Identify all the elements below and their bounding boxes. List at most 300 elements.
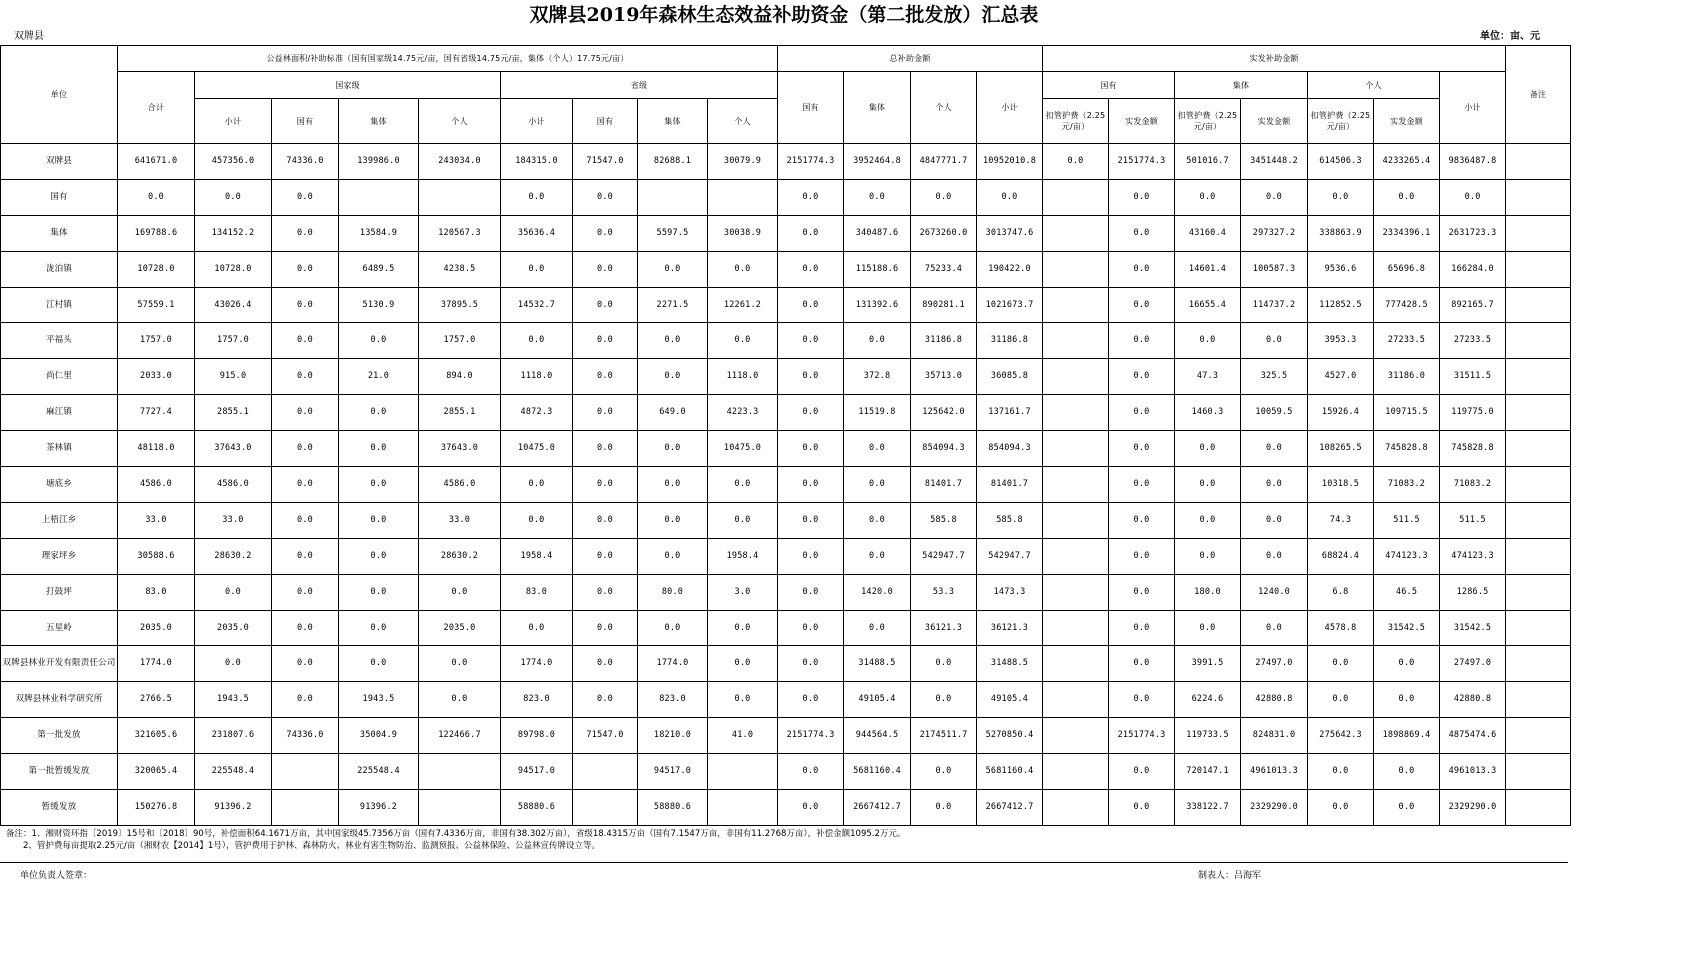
table-cell: 0.0 [339, 538, 419, 574]
table-cell: 114737.2 [1241, 287, 1308, 323]
subsidy-table [0, 45, 1571, 826]
table-cell: 511.5 [1440, 502, 1506, 538]
table-cell: 37643.0 [419, 431, 501, 467]
table-cell: 0.0 [1109, 179, 1175, 215]
table-cell: 542947.7 [977, 538, 1043, 574]
row-unit-name: 麻江镇 [1, 395, 118, 431]
table-cell: 3953.3 [1308, 323, 1374, 359]
table-row [1, 251, 1571, 287]
table-cell: 119775.0 [1440, 395, 1506, 431]
header-actual-collective: 集体 [1175, 72, 1308, 99]
table-row [1, 610, 1571, 646]
table-cell: 1774.0 [638, 646, 708, 682]
table-cell: 0.0 [638, 502, 708, 538]
table-cell: 58880.6 [638, 790, 708, 826]
table-cell: 37643.0 [195, 431, 272, 467]
table-cell: 0.0 [1241, 431, 1308, 467]
table-cell: 4586.0 [118, 467, 195, 503]
row-unit-name: 第一批发放 [1, 718, 118, 754]
table-cell: 2033.0 [118, 359, 195, 395]
table-cell: 0.0 [1175, 467, 1241, 503]
table-cell: 31186.8 [977, 323, 1043, 359]
table-cell: 0.0 [573, 646, 638, 682]
table-cell: 80.0 [638, 574, 708, 610]
table-cell: 2035.0 [118, 610, 195, 646]
table-cell: 35713.0 [911, 359, 977, 395]
table-cell: 89798.0 [501, 718, 573, 754]
table-cell: 30588.6 [118, 538, 195, 574]
table-cell: 28630.2 [419, 538, 501, 574]
table-cell [1506, 538, 1571, 574]
table-cell: 823.0 [638, 682, 708, 718]
table-cell [1043, 287, 1109, 323]
table-cell: 0.0 [911, 754, 977, 790]
table-cell: 9836487.8 [1440, 144, 1506, 180]
table-cell: 11519.8 [844, 395, 911, 431]
table-cell: 27233.5 [1440, 323, 1506, 359]
table-cell: 0.0 [778, 790, 844, 826]
table-cell: 0.0 [911, 646, 977, 682]
table-cell: 12261.2 [708, 287, 778, 323]
table-cell: 0.0 [573, 251, 638, 287]
table-cell: 0.0 [638, 431, 708, 467]
table-cell: 1757.0 [195, 323, 272, 359]
table-cell: 649.0 [638, 395, 708, 431]
table-cell: 28630.2 [195, 538, 272, 574]
table-cell: 2174511.7 [911, 718, 977, 754]
table-cell: 0.0 [844, 502, 911, 538]
table-cell: 854094.3 [977, 431, 1043, 467]
table-cell: 0.0 [638, 610, 708, 646]
table-cell [1043, 323, 1109, 359]
table-row [1, 431, 1571, 467]
header-total-subsidy: 总补助金额 [778, 46, 1043, 72]
table-cell: 125642.0 [911, 395, 977, 431]
table-cell: 131392.6 [844, 287, 911, 323]
table-cell: 501016.7 [1175, 144, 1241, 180]
table-cell: 0.0 [501, 610, 573, 646]
row-unit-name: 平福头 [1, 323, 118, 359]
table-cell: 0.0 [272, 323, 339, 359]
table-cell [1043, 718, 1109, 754]
table-cell: 10318.5 [1308, 467, 1374, 503]
footer-divider [0, 862, 1568, 863]
row-unit-name: 泷泊镇 [1, 251, 118, 287]
table-cell: 0.0 [272, 467, 339, 503]
table-cell [708, 754, 778, 790]
table-cell: 321605.6 [118, 718, 195, 754]
table-cell: 41.0 [708, 718, 778, 754]
table-cell: 4527.0 [1308, 359, 1374, 395]
table-cell [1506, 682, 1571, 718]
table-cell: 0.0 [1175, 610, 1241, 646]
table-cell: 0.0 [272, 359, 339, 395]
header-national: 国家级 [195, 72, 501, 99]
table-cell: 1943.5 [339, 682, 419, 718]
table-cell: 169788.6 [118, 215, 195, 251]
table-cell [339, 179, 419, 215]
table-cell [1506, 215, 1571, 251]
table-cell: 0.0 [573, 574, 638, 610]
table-cell: 0.0 [1109, 646, 1175, 682]
table-cell: 0.0 [1308, 754, 1374, 790]
table-cell: 94517.0 [501, 754, 573, 790]
table-cell [1506, 144, 1571, 180]
table-cell: 325.5 [1241, 359, 1308, 395]
page-title: 双牌县2019年森林生态效益补助资金（第二批发放）汇总表 [529, 4, 1039, 26]
table-cell: 0.0 [778, 251, 844, 287]
table-cell: 0.0 [573, 610, 638, 646]
table-cell: 0.0 [1043, 144, 1109, 180]
header-provincial-subtotal: 小计 [501, 99, 573, 144]
table-cell: 3.0 [708, 574, 778, 610]
table-cell: 2271.5 [638, 287, 708, 323]
header-state-actual-amount: 实发金额 [1109, 99, 1175, 144]
table-cell: 2329290.0 [1241, 790, 1308, 826]
table-cell: 43026.4 [195, 287, 272, 323]
table-cell: 0.0 [1109, 467, 1175, 503]
table-cell: 0.0 [778, 359, 844, 395]
table-cell: 894.0 [419, 359, 501, 395]
table-cell: 30079.9 [708, 144, 778, 180]
table-cell: 0.0 [778, 395, 844, 431]
table-cell [1506, 251, 1571, 287]
header-total-area: 合计 [118, 72, 195, 144]
table-row [1, 323, 1571, 359]
row-unit-name: 第一批暂缓发放 [1, 754, 118, 790]
table-cell: 71083.2 [1440, 467, 1506, 503]
table-cell: 0.0 [501, 502, 573, 538]
table-cell: 2151774.3 [1109, 144, 1175, 180]
table-cell: 243034.0 [419, 144, 501, 180]
table-cell: 0.0 [911, 179, 977, 215]
table-cell: 0.0 [1175, 179, 1241, 215]
table-cell: 0.0 [573, 179, 638, 215]
table-cell [1506, 467, 1571, 503]
table-cell: 0.0 [272, 215, 339, 251]
header-collective-mgmt-fee: 扣管护费（2.25元/亩） [1175, 99, 1241, 144]
table-body [1, 144, 1571, 826]
table-cell: 0.0 [911, 790, 977, 826]
table-cell: 42880.8 [1241, 682, 1308, 718]
table-cell: 0.0 [911, 682, 977, 718]
table-cell: 585.8 [911, 502, 977, 538]
table-cell: 231807.6 [195, 718, 272, 754]
table-cell [1043, 215, 1109, 251]
table-cell [1506, 574, 1571, 610]
table-cell: 0.0 [339, 646, 419, 682]
table-cell: 0.0 [1374, 790, 1440, 826]
notes [6, 828, 1546, 852]
table-row [1, 395, 1571, 431]
table-cell: 5681160.4 [844, 754, 911, 790]
table-cell: 122466.7 [419, 718, 501, 754]
table-cell: 0.0 [778, 179, 844, 215]
table-cell: 6489.5 [339, 251, 419, 287]
table-cell [419, 790, 501, 826]
table-cell: 0.0 [339, 610, 419, 646]
table-cell: 58880.6 [501, 790, 573, 826]
table-cell: 33.0 [118, 502, 195, 538]
table-cell: 10475.0 [501, 431, 573, 467]
table-cell: 854094.3 [911, 431, 977, 467]
table-cell: 10952010.8 [977, 144, 1043, 180]
table-cell: 37895.5 [419, 287, 501, 323]
table-cell: 2855.1 [195, 395, 272, 431]
table-cell: 225548.4 [195, 754, 272, 790]
table-cell [1043, 467, 1109, 503]
table-cell [1506, 790, 1571, 826]
table-cell: 27497.0 [1241, 646, 1308, 682]
header-individual-actual-amount: 实发金额 [1374, 99, 1440, 144]
table-cell: 2151774.3 [778, 718, 844, 754]
table-cell: 225548.4 [339, 754, 419, 790]
table-cell: 0.0 [638, 467, 708, 503]
table-cell: 115188.6 [844, 251, 911, 287]
table-cell [419, 754, 501, 790]
table-cell: 0.0 [977, 179, 1043, 215]
table-cell: 65696.8 [1374, 251, 1440, 287]
table-cell: 2329290.0 [1440, 790, 1506, 826]
header-actual-subtotal: 小计 [1440, 72, 1506, 144]
table-cell: 0.0 [844, 323, 911, 359]
table-row [1, 467, 1571, 503]
table-cell: 0.0 [573, 682, 638, 718]
table-cell: 0.0 [1175, 431, 1241, 467]
table-cell: 0.0 [708, 502, 778, 538]
table-cell: 1286.5 [1440, 574, 1506, 610]
table-cell: 0.0 [195, 574, 272, 610]
table-cell: 0.0 [778, 431, 844, 467]
table-cell: 0.0 [778, 682, 844, 718]
table-cell: 27497.0 [1440, 646, 1506, 682]
table-cell: 1774.0 [501, 646, 573, 682]
table-cell: 0.0 [1109, 359, 1175, 395]
table-cell: 944564.5 [844, 718, 911, 754]
table-cell [1506, 431, 1571, 467]
header-provincial: 省级 [501, 72, 778, 99]
table-cell: 2667412.7 [844, 790, 911, 826]
table-cell: 1898869.4 [1374, 718, 1440, 754]
table-cell: 68824.4 [1308, 538, 1374, 574]
table-cell: 0.0 [272, 646, 339, 682]
table-cell: 0.0 [339, 574, 419, 610]
header-subsidy-state: 国有 [778, 72, 844, 144]
table-cell [1043, 646, 1109, 682]
row-unit-name: 江村镇 [1, 287, 118, 323]
table-cell: 108265.5 [1308, 431, 1374, 467]
table-cell: 340487.6 [844, 215, 911, 251]
signer-label: 单位负责人签章： [20, 871, 93, 881]
table-cell: 14601.4 [1175, 251, 1241, 287]
table-cell: 4223.3 [708, 395, 778, 431]
table-cell: 71083.2 [1374, 467, 1440, 503]
table-cell [272, 790, 339, 826]
header-provincial-collective: 集体 [638, 99, 708, 144]
table-cell: 0.0 [118, 179, 195, 215]
table-cell: 53.3 [911, 574, 977, 610]
table-cell: 0.0 [1109, 287, 1175, 323]
table-row [1, 790, 1571, 826]
table-cell: 0.0 [573, 395, 638, 431]
table-cell: 1774.0 [118, 646, 195, 682]
table-cell: 0.0 [1109, 323, 1175, 359]
table-cell: 0.0 [778, 538, 844, 574]
table-cell: 0.0 [1109, 574, 1175, 610]
table-cell: 777428.5 [1374, 287, 1440, 323]
table-cell: 0.0 [638, 359, 708, 395]
table-cell: 0.0 [573, 538, 638, 574]
table-cell: 0.0 [844, 467, 911, 503]
header-subsidy-subtotal: 小计 [977, 72, 1043, 144]
table-cell: 1757.0 [118, 323, 195, 359]
table-cell: 2766.5 [118, 682, 195, 718]
table-cell: 0.0 [1374, 179, 1440, 215]
table-cell: 46.5 [1374, 574, 1440, 610]
header-state-mgmt-fee: 扣管护费（2.25元/亩） [1043, 99, 1109, 144]
row-unit-name: 集体 [1, 215, 118, 251]
header-subsidy-collective: 集体 [844, 72, 911, 144]
table-cell: 0.0 [195, 179, 272, 215]
table-cell [1043, 431, 1109, 467]
table-cell: 0.0 [708, 646, 778, 682]
row-unit-name: 上梧江乡 [1, 502, 118, 538]
header-individual-mgmt-fee: 扣管护费（2.25元/亩） [1308, 99, 1374, 144]
table-cell: 150276.8 [118, 790, 195, 826]
table-cell: 0.0 [1241, 610, 1308, 646]
table-cell: 2673260.0 [911, 215, 977, 251]
table-cell: 9536.6 [1308, 251, 1374, 287]
table-cell: 0.0 [1109, 538, 1175, 574]
table-cell: 0.0 [1308, 646, 1374, 682]
table-cell: 190422.0 [977, 251, 1043, 287]
row-unit-name: 双牌县 [1, 144, 118, 180]
table-cell: 0.0 [272, 287, 339, 323]
table-cell: 57559.1 [118, 287, 195, 323]
table-cell: 0.0 [1241, 179, 1308, 215]
table-cell: 83.0 [118, 574, 195, 610]
table-cell: 4847771.7 [911, 144, 977, 180]
table-cell: 6.8 [1308, 574, 1374, 610]
table-cell: 1021673.7 [977, 287, 1043, 323]
table-row [1, 754, 1571, 790]
table-cell [1043, 610, 1109, 646]
table-cell: 83.0 [501, 574, 573, 610]
row-unit-name: 打鼓坪 [1, 574, 118, 610]
table-row [1, 359, 1571, 395]
table-cell: 372.8 [844, 359, 911, 395]
table-cell: 0.0 [1308, 682, 1374, 718]
table-cell: 720147.1 [1175, 754, 1241, 790]
table-cell [1506, 502, 1571, 538]
maker-label: 制表人：吕海军 [1198, 871, 1262, 881]
table-cell: 0.0 [195, 646, 272, 682]
table-cell: 0.0 [501, 467, 573, 503]
table-cell: 0.0 [272, 538, 339, 574]
table-cell: 0.0 [501, 323, 573, 359]
table-row [1, 538, 1571, 574]
table-cell: 5270850.4 [977, 718, 1043, 754]
table-cell [638, 179, 708, 215]
table-cell: 0.0 [844, 538, 911, 574]
table-cell: 15926.4 [1308, 395, 1374, 431]
header-provincial-state: 国有 [573, 99, 638, 144]
table-cell: 184315.0 [501, 144, 573, 180]
table-cell: 0.0 [573, 359, 638, 395]
table-cell: 1420.0 [844, 574, 911, 610]
table-cell: 0.0 [638, 251, 708, 287]
table-cell: 0.0 [1109, 610, 1175, 646]
row-unit-name: 双牌县林业开发有限责任公司 [1, 646, 118, 682]
table-cell: 33.0 [195, 502, 272, 538]
header-collective-actual-amount: 实发金额 [1241, 99, 1308, 144]
table-cell: 4238.5 [419, 251, 501, 287]
table-cell: 0.0 [844, 610, 911, 646]
table-cell: 0.0 [778, 323, 844, 359]
table-cell: 0.0 [1374, 682, 1440, 718]
table-cell: 0.0 [1440, 179, 1506, 215]
table-cell: 614506.3 [1308, 144, 1374, 180]
table-cell: 0.0 [1109, 682, 1175, 718]
header-actual-subsidy: 实发补助金额 [1043, 46, 1506, 72]
table-cell: 0.0 [573, 502, 638, 538]
table-cell: 13584.9 [339, 215, 419, 251]
table-cell [1043, 395, 1109, 431]
table-cell: 36085.8 [977, 359, 1043, 395]
header-actual-state: 国有 [1043, 72, 1175, 99]
table-cell: 0.0 [272, 682, 339, 718]
table-cell: 3991.5 [1175, 646, 1241, 682]
table-cell: 4875474.6 [1440, 718, 1506, 754]
table-cell: 47.3 [1175, 359, 1241, 395]
table-cell: 91396.2 [339, 790, 419, 826]
table-cell: 3451448.2 [1241, 144, 1308, 180]
table-cell: 49105.4 [977, 682, 1043, 718]
table-cell: 0.0 [573, 431, 638, 467]
note-line: 2、管护费每亩提取2.25元/亩（湘财农【2014】1号），管护费用于护林、森林防火、林业有害生物防治、监测预报、公益林保险、公益林宣传牌设立等。 [6, 841, 600, 851]
table-cell [272, 754, 339, 790]
header-national-state: 国有 [272, 99, 339, 144]
table-cell [573, 790, 638, 826]
table-cell: 16655.4 [1175, 287, 1241, 323]
table-cell: 3952464.8 [844, 144, 911, 180]
table-cell: 31488.5 [977, 646, 1043, 682]
table-cell: 0.0 [708, 610, 778, 646]
table-cell: 745828.8 [1374, 431, 1440, 467]
row-unit-name: 暂缓发放 [1, 790, 118, 826]
table-cell [1043, 502, 1109, 538]
table-cell: 27233.5 [1374, 323, 1440, 359]
table-cell: 10475.0 [708, 431, 778, 467]
table-cell: 2035.0 [419, 610, 501, 646]
table-cell: 0.0 [1308, 179, 1374, 215]
table-cell: 71547.0 [573, 718, 638, 754]
table-cell: 0.0 [778, 287, 844, 323]
table-cell [708, 790, 778, 826]
table-cell [1043, 754, 1109, 790]
row-unit-name: 理家坪乡 [1, 538, 118, 574]
table-cell [1506, 754, 1571, 790]
table-cell: 82688.1 [638, 144, 708, 180]
table-cell: 0.0 [339, 467, 419, 503]
table-cell: 1757.0 [419, 323, 501, 359]
table-row [1, 646, 1571, 682]
table-cell: 75233.4 [911, 251, 977, 287]
table-cell: 0.0 [708, 682, 778, 718]
table-cell: 0.0 [778, 754, 844, 790]
table-cell: 0.0 [1109, 251, 1175, 287]
table-cell: 0.0 [1374, 754, 1440, 790]
